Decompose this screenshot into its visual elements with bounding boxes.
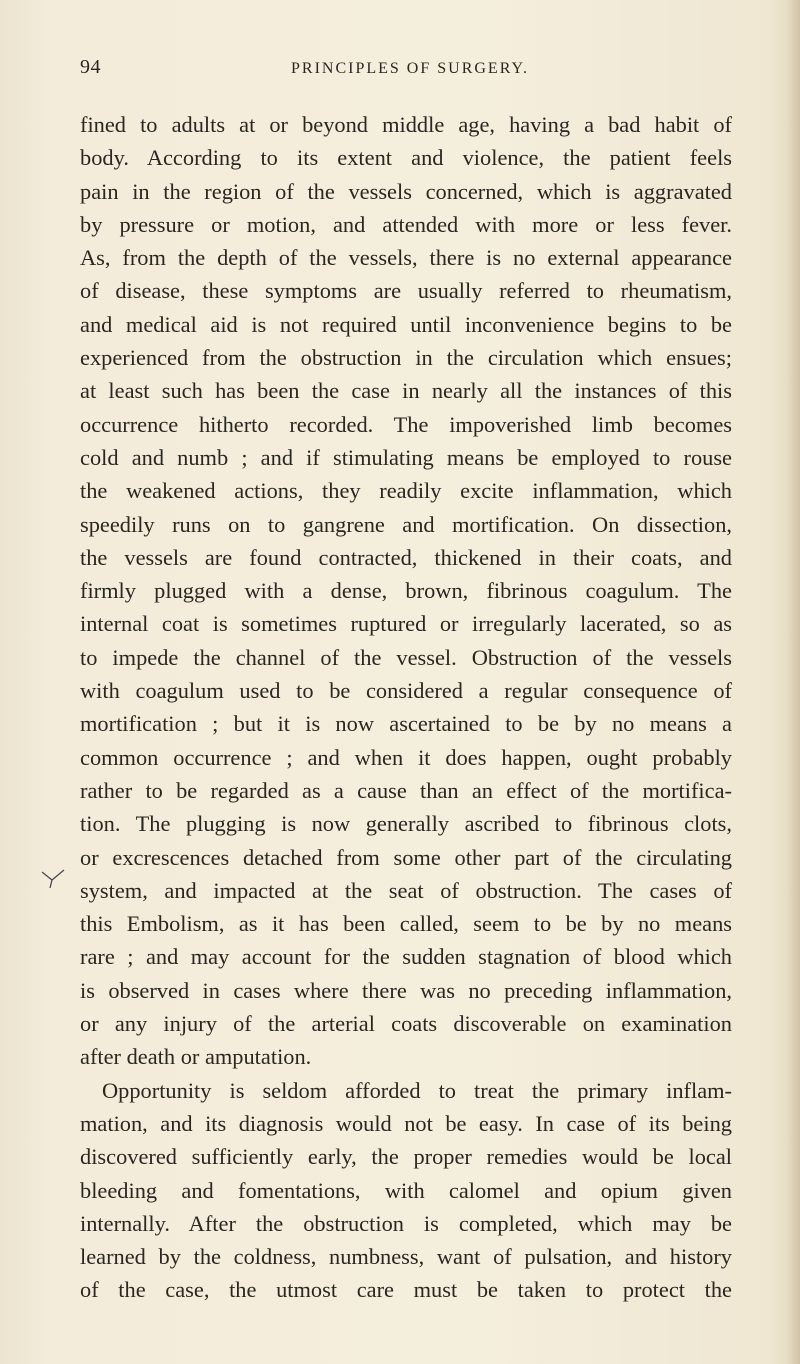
margin-pencil-mark (40, 868, 66, 890)
text-line: fined to adults at or beyond middle age, having a bad habit of (80, 112, 732, 137)
text-line: or any injury of the arterial coats discoverable on examination (80, 1011, 732, 1037)
text-line: occurrence hitherto recorded. The impoverished limb becomes (80, 411, 732, 437)
page-header (80, 56, 740, 86)
text-line: discovered sufficiently early, the proper remedies would be local (80, 1144, 732, 1170)
text-line: of the case, the utmost care must be taken to protect the (80, 1277, 732, 1303)
text-line: and medical aid is not required until inconvenience begins to be (80, 311, 732, 337)
page-number: 94 (80, 56, 101, 78)
text-line: mation, and its diagnosis would not be easy. In case of its being (80, 1110, 732, 1136)
text-line: pain in the region of the vessels concerned, which is aggravated (80, 178, 732, 204)
text-line: rather to be regarded as a cause than an effect of the mortifica- (80, 777, 732, 803)
text-line: to impede the channel of the vessel. Obstruction of the vessels (80, 644, 732, 670)
text-line: by pressure or motion, and attended with more or less fever. (80, 211, 732, 237)
text-line: As, from the depth of the vessels, there is no external appearance (80, 245, 732, 271)
text-line: the weakened actions, they readily excite inflammation, which (80, 478, 732, 504)
running-head: PRINCIPLES OF SURGERY. (291, 60, 529, 77)
text-line: is observed in cases where there was no preceding inflammation, (80, 977, 732, 1003)
text-line: system, and impacted at the seat of obstruction. The cases of (80, 877, 732, 903)
text-line: common occurrence ; and when it does happen, ought probably (80, 744, 732, 770)
text-line: rare ; and may account for the sudden stagnation of blood which (80, 944, 732, 970)
text-line: cold and numb ; and if stimulating means be employed to rouse (80, 444, 732, 470)
text-line: at least such has been the case in nearly all the instances of this (80, 378, 732, 404)
text-line: this Embolism, as it has been called, seem to be by no means (80, 911, 732, 937)
body-text (80, 108, 732, 1307)
text-line: firmly plugged with a dense, brown, fibrinous coagulum. The (80, 578, 732, 604)
text-line: speedily runs on to gangrene and mortification. On dissection, (80, 511, 732, 537)
text-line: Opportunity is seldom afforded to treat the primary inflam- (102, 1077, 732, 1103)
text-line: after death or amputation. (80, 1044, 312, 1070)
text-line: bleeding and fomentations, with calomel and opium given (80, 1177, 732, 1203)
text-line: internally. After the obstruction is completed, which may be (80, 1210, 732, 1236)
text-line: tion. The plugging is now generally ascribed to fibrinous clots, (80, 811, 732, 837)
text-line: mortification ; but it is now ascertained to be by no means a (80, 711, 732, 737)
text-line: the vessels are found contracted, thickened in their coats, and (80, 544, 732, 570)
text-line: experienced from the obstruction in the circulation which ensues; (80, 345, 732, 371)
text-line: of disease, these symptoms are usually referred to rheumatism, (80, 278, 732, 304)
text-line: body. According to its extent and violence, the patient feels (80, 145, 732, 171)
text-line: or excrescences detached from some other part of the circulating (80, 844, 732, 870)
text-line: learned by the coldness, numbness, want of pulsation, and history (80, 1244, 732, 1270)
text-line: internal coat is sometimes ruptured or irregularly lacerated, so as (80, 611, 732, 637)
text-line: with coagulum used to be considered a regular consequence of (80, 678, 732, 704)
page-edge-shadow (786, 0, 800, 1364)
